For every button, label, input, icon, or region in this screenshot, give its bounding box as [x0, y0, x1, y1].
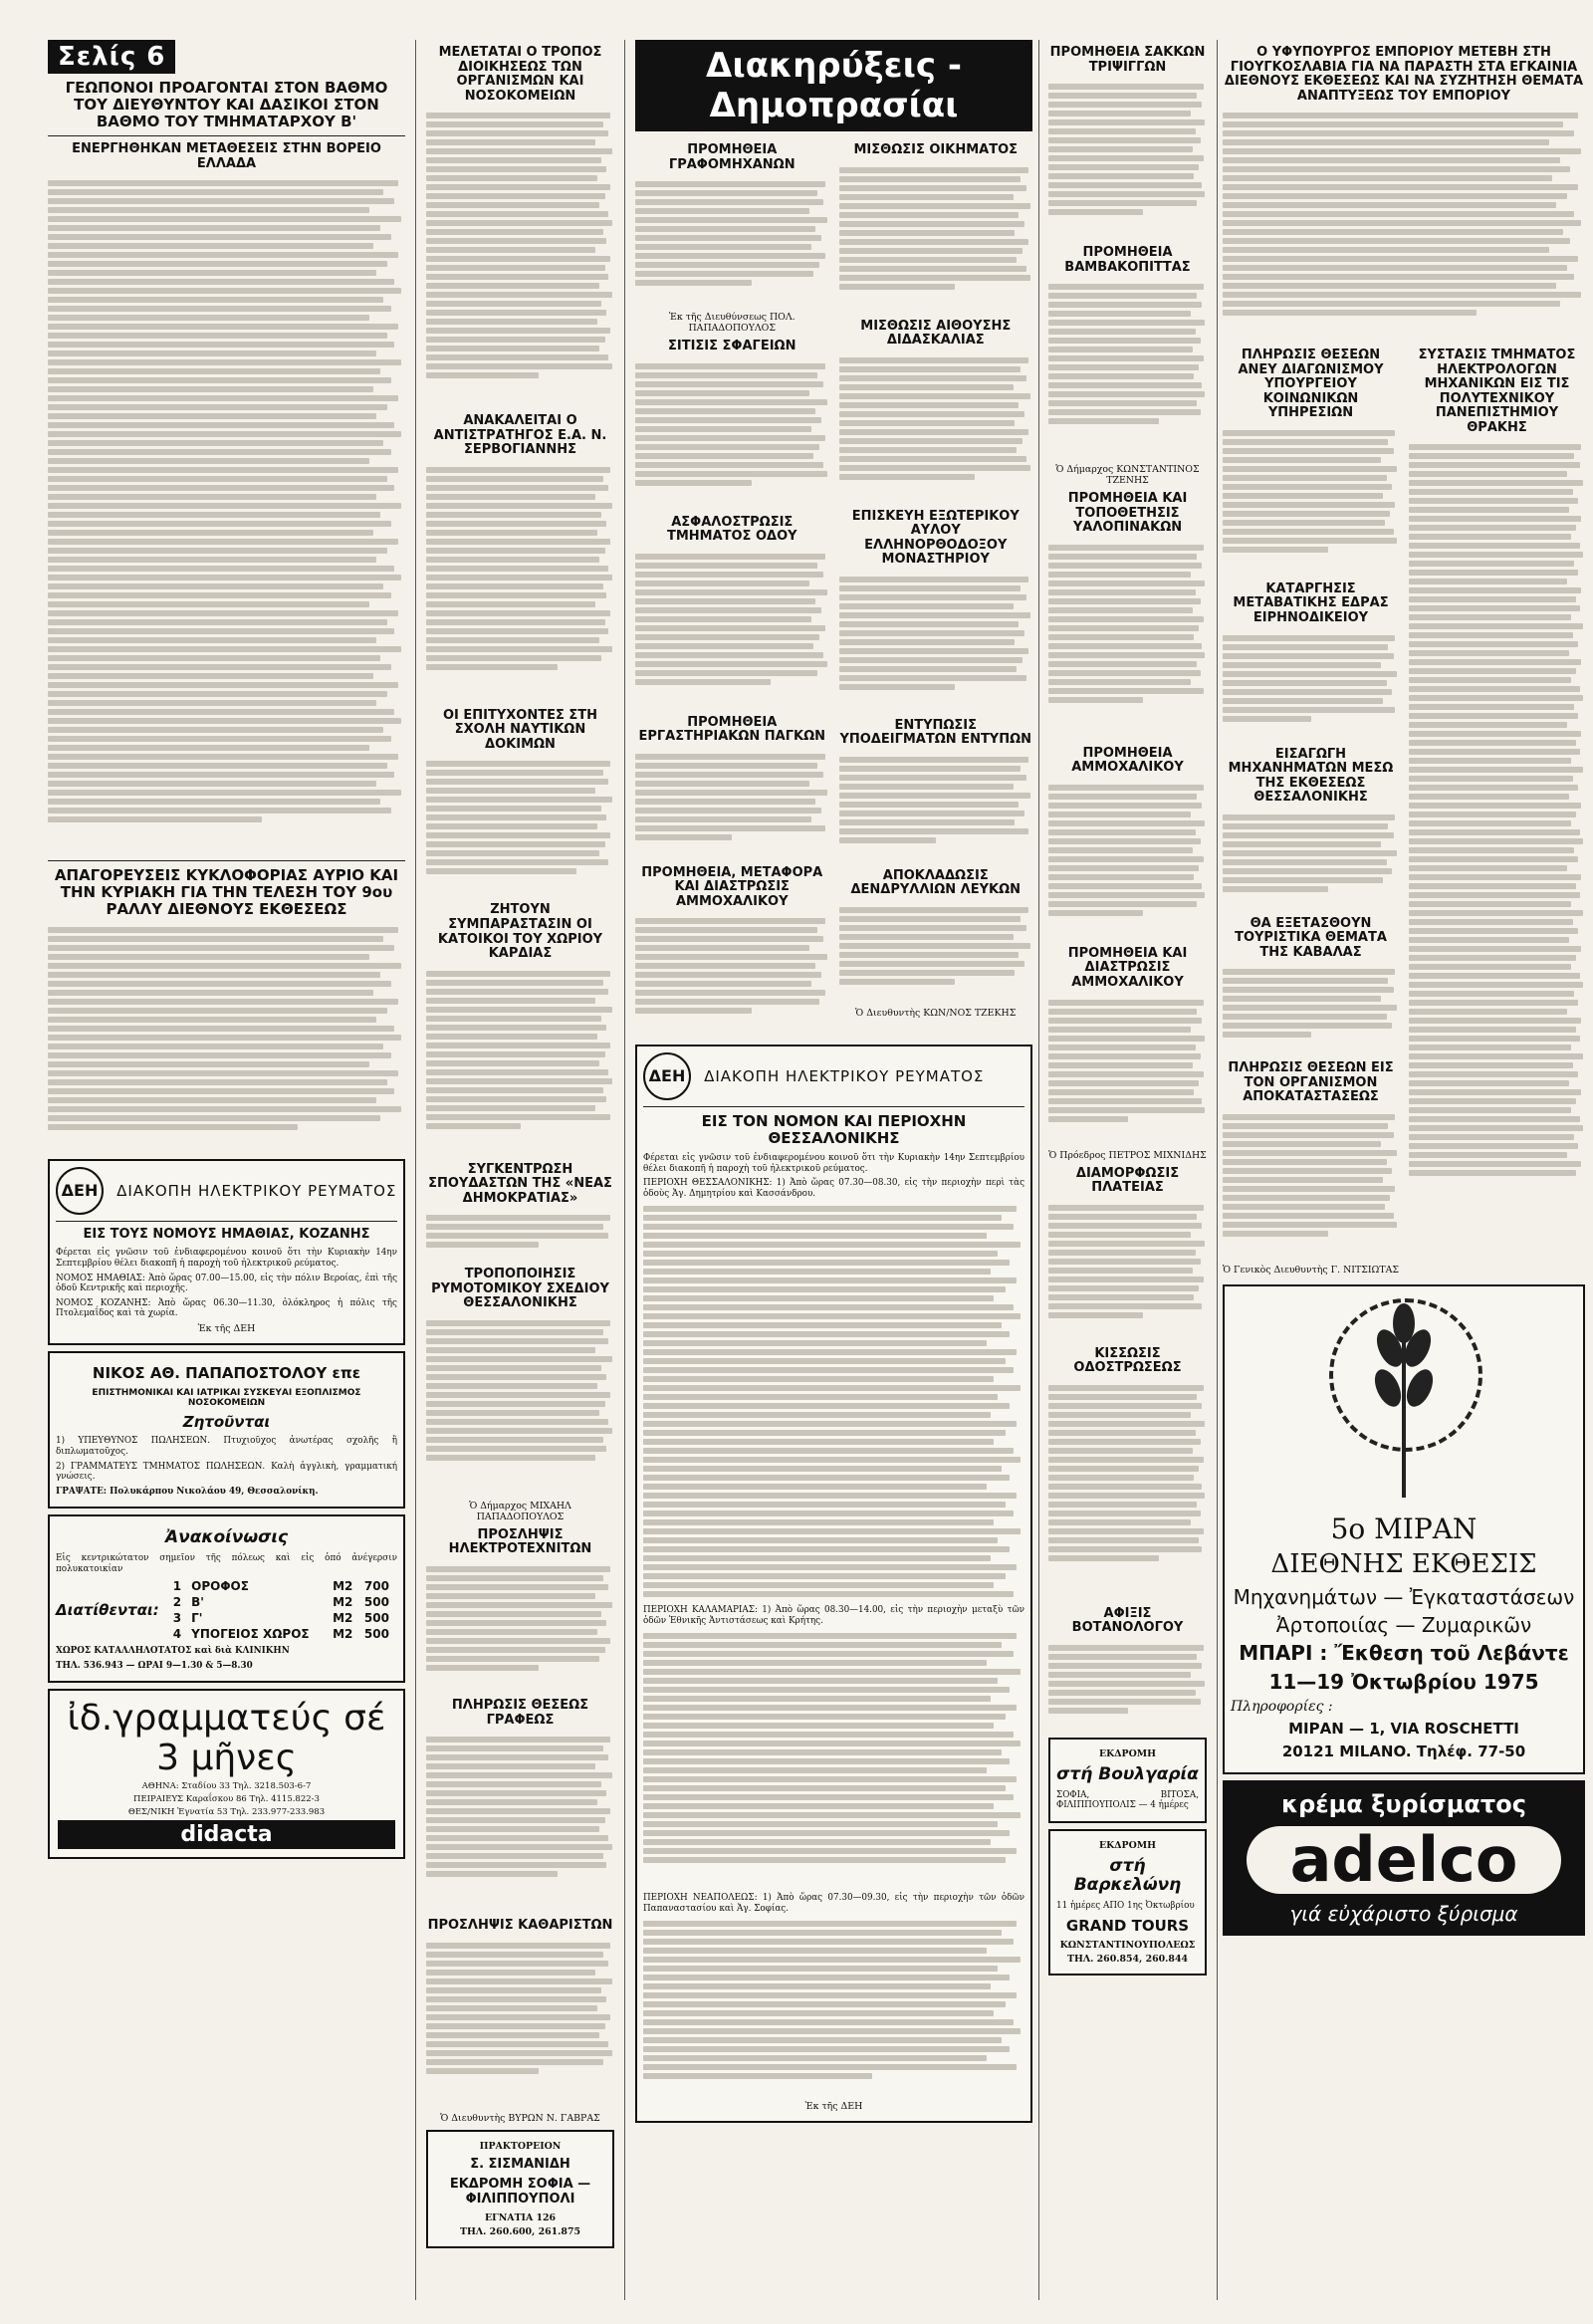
wheat-gear-logo: [1329, 1298, 1479, 1508]
tender-body-text: [635, 751, 829, 860]
article-body-text: [1409, 441, 1585, 1178]
tender-headline: ΕΝΤΥΠΩΣΙΣ ΥΠΟΔΕΙΓΜΑΤΩΝ ΕΝΤΥΠΩΝ: [839, 717, 1032, 748]
announcement-title: Ἀνακοίνωσις: [164, 1527, 289, 1548]
rally-body-text: [48, 924, 405, 1153]
tender-headline: ΜΙΣΘΩΣΙΣ ΟΙΚΗΜΑΤΟΣ: [853, 142, 1019, 157]
notice-text: Φέρεται εἰς γνῶσιν τοῦ ἐνδιαφερομένου κοινοῦ ὅτι τὴν Κυριακὴν 14ην Σεπτεμβρίου θέλει διακοπῆ ἡ παροχὴ τοῦ ἠλεκτρικοῦ ρεύματος.: [643, 1153, 1024, 1174]
tender-headline: ΠΡΟΜΗΘΕΙΑ ΑΜΜΟΧΑΛΙΚΟΥ: [1071, 745, 1184, 776]
article-headline: ΠΛΗΡΩΣΙΣ ΘΕΣΕΩΣ ΓΡΑΦΕΩΣ: [451, 1698, 589, 1728]
tender-body-text: [839, 354, 1033, 504]
tender-body-text: [635, 360, 829, 510]
expo-title: ΔΙΕΘΝΗΣ ΕΚΘΕΣΙΣ: [1270, 1549, 1537, 1580]
article-headline: Ο ΥΦΥΠΟΥΡΓΟΣ ΕΜΠΟΡΙΟΥ ΜΕΤΕΒΗ ΣΤΗ ΓΙΟΥΓΚΟΣΛΑΒΙΑ ΓΙΑ ΝΑ ΠΑΡΑΣΤΗ ΣΤΑ ΕΓΚΑΙΝΙΑ ΔΙΕΘΝΟΥΣ ΕΚΘΕΣΕΩΣ ΚΑΙ ΝΑ ΣΥΖΗΤΗΣΗ ΘΕΜΑΤΑ ΑΝΑΠΤΥΞΕΩΣ ΤΟΥ ΕΜΠΟΡΙΟΥ: [1224, 45, 1584, 104]
agency-route: ΕΚΔΡΟΜΗ ΣΟΦΙΑ — ΦΙΛΙΠΠΟΥΠΟΛΙ: [449, 2177, 591, 2207]
article-headline: ΣΥΣΤΑΣΙΣ ΤΜΗΜΑΤΟΣ ΗΛΕΚΤΡΟΛΟΓΩΝ ΜΗΧΑΝΙΚΩΝ ΕΙΣ ΤΙΣ ΠΟΛΥΤΕΧΝΙΚΟΥ ΠΑΝΕΠΙΣΤΗΜΙΟΥ ΘΡΑΚΗΣ: [1418, 348, 1576, 435]
notice-region: ΠΕΡΙΟΧΗ ΝΕΑΠΟΛΕΩΣ: 1) Ἀπὸ ὥρας 07.30—09.30, εἰς τὴν περιοχὴν τῶν ὁδῶν Παπαναστασίου καὶ Ἀγ. Σοφίας.: [643, 1893, 1024, 1914]
ad-address: ΑΘΗΝΑ: Σταδίου 33 Τηλ. 3218.503-6-7: [141, 1780, 312, 1791]
notice-region: ΝΟΜΟΣ ΗΜΑΘΙΑΣ: Ἀπὸ ὥρας 07.00—15.00, εἰς τὴν πόλιν Βεροίας, ἐπὶ τῆς ὁδοῦ Κεντρικῆς καὶ περιοχῆς.: [56, 1273, 397, 1294]
bulgaria-trip-ad: [1048, 1738, 1207, 1823]
expo-number: 5ο ΜΙΡΑΝ: [1330, 1512, 1478, 1546]
tender-headline: ΠΡΟΜΗΘΕΙΑ ΓΡΑΦΟΜΗΧΑΝΩΝ: [668, 142, 796, 172]
notice-signature: Ἐκ τῆς ΔΕΗ: [804, 2101, 863, 2113]
barcelona-trip-ad: [1048, 1829, 1207, 1975]
didacta-ad: [48, 1689, 405, 1858]
article-body-text: [1223, 427, 1399, 577]
tender-headline: ΕΠΙΣΚΕΥΗ ΕΞΩΤΕΡΙΚΟΥ ΑΥΛΟΥ ΕΛΛΗΝΟΡΘΟΔΟΞΟΥ ΜΟΝΑΣΤΗΡΙΟΥ: [851, 508, 1020, 568]
tender-signature: Ὁ Διευθυντὴς ΚΩΝ/ΝΟΣ ΤΖΕΚΗΣ: [855, 1008, 1017, 1020]
notice-signature: Ἐκ τῆς ΔΕΗ: [197, 1322, 256, 1334]
tender-headline: ΑΣΦΑΛΟΣΤΡΩΣΙΣ ΤΜΗΜΑΤΟΣ ΟΔΟΥ: [666, 514, 797, 545]
agency-name: Σ. ΣΙΣΜΑΝΙΔΗ: [470, 2156, 570, 2172]
article-headline: ΤΡΟΠΟΠΟΙΗΣΙΣ ΡΥΜΟΤΟΜΙΚΟΥ ΣΧΕΔΙΟΥ ΘΕΣΣΑΛΟΝΙΚΗΣ: [431, 1267, 609, 1311]
tender-body-text: [839, 164, 1033, 314]
agency-label: ΠΡΑΚΤΟΡΕΙΟΝ: [479, 2140, 562, 2152]
notice-body-text: [643, 1203, 1024, 1601]
tender-body-text: [839, 574, 1033, 713]
announcement-place: ΧΩΡΟΣ ΚΑΤΑΛΛΗΛΟΤΑΤΟΣ καὶ διὰ ΚΛΙΝΙΚΗΝ: [56, 1646, 290, 1657]
article-body-text: [1223, 812, 1399, 911]
tender-body-text: [839, 754, 1033, 863]
trip-label: ΕΚΔΡΟΜΗ: [1098, 1747, 1157, 1759]
tender-headline: ΑΦΙΞΙΣ ΒΟΤΑΝΟΛΟΓΟΥ: [1071, 1605, 1184, 1636]
tender-headline: ΑΠΟΚΛΑΔΩΣΙΣ ΔΕΝΔΡΥΛΛΙΩΝ ΛΕΥΚΩΝ: [850, 867, 1022, 898]
tender-headline: ΠΡΟΜΗΘΕΙΑ ΚΑΙ ΔΙΑΣΤΡΩΣΙΣ ΑΜΜΟΧΑΛΙΚΟΥ: [1067, 945, 1188, 991]
lead-subheadline: ΕΝΕΡΓΗΘΗΚΑΝ ΜΕΤΑΘΕΣΕΙΣ ΣΤΗΝ ΒΟΡΕΙΟ ΕΛΛΑΔΑ: [72, 141, 381, 171]
company-address: ΓΡΑΨΑΤΕ: Πολυκάρπου Νικολάου 49, Θεσσαλονίκη.: [56, 1486, 319, 1497]
column-2: [418, 40, 622, 2254]
notice-region: ΠΕΡΙΟΧΗ ΚΑΛΑΜΑΡΙΑΣ: 1) Ἀπὸ ὥρας 08.30—14.00, εἰς τὴν περιοχὴν μεταξὺ τῶν ὁδῶν Ἐθνικῆς Ἀντιστάσεως καὶ Κρήτης.: [643, 1605, 1024, 1626]
table-row: 3 Γ' Μ2 500: [172, 1611, 389, 1626]
article-body-text: [1223, 110, 1585, 339]
tender-body-text: [1048, 1382, 1207, 1601]
expo-location: ΜΠΑΡΙ : Ἔκθεση τοῦ Λεβάντε: [1239, 1641, 1569, 1666]
tender-body-text: [1048, 81, 1207, 240]
tender-body-text: [635, 178, 829, 308]
article-body-text: [426, 758, 614, 897]
trip-label: ΕΚΔΡΟΜΗ: [1098, 1839, 1157, 1851]
wanted-label: Ζητοῦνται: [182, 1412, 271, 1431]
product-tagline: γιά εὐχάριστο ξύρισμα: [1289, 1901, 1518, 1926]
article-headline: ΘΑ ΕΞΕΤΑΣΘΟΥΝ ΤΟΥΡΙΣΤΙΚΑ ΘΕΜΑΤΑ ΤΗΣ ΚΑΒΑΛΑΣ: [1235, 915, 1387, 960]
section-banner: Διακηρύξεις - Δημοπρασίαι: [635, 40, 1032, 131]
notice-text: Φέρεται εἰς γνῶσιν τοῦ ἐνδιαφερομένου κοινοῦ ὅτι τὴν Κυριακὴν 14ην Σεπτεμβρίου θέλει διακοπῆ ἡ παροχὴ τοῦ ἠλεκτρικοῦ ρεύματος.: [56, 1248, 397, 1269]
article-body-text: [426, 464, 614, 703]
article-body-text: [426, 110, 614, 408]
article-headline: ΠΡΟΣΛΗΨΙΣ ΚΑΘΑΡΙΣΤΩΝ: [427, 1918, 613, 1934]
tender-headline: ΠΡΟΜΗΘΕΙΑ ΚΑΙ ΤΟΠΟΘΕΤΗΣΙΣ ΥΑΛΟΠΙΝΑΚΩΝ: [1067, 491, 1188, 536]
adelco-logo: adelco: [1247, 1826, 1561, 1894]
column-3: [627, 40, 1040, 2129]
available-label: Διατίθενται:: [56, 1600, 159, 1619]
wanted-item: 1) ΥΠΕΥΘΥΝΟΣ ΠΩΛΗΣΕΩΝ. Πτυχιοῦχος ἀνωτέρας σχολῆς ἢ διπλωματοῦχος.: [56, 1436, 397, 1457]
article-headline: ΑΝΑΚΑΛΕΙΤΑΙ Ο ΑΝΤΙΣΤΡΑΤΗΓΟΣ Ε.Α. Ν. ΣΕΡΒΟΓΙΑΝΝΗΣ: [433, 413, 607, 458]
trip-details: ΣΟΦΙΑ, ΒΙΤΟΣΑ, ΦΙΛΙΠΠΟΥΠΟΛΙΣ — 4 ἡμέρες: [1056, 1789, 1199, 1811]
article-signature: Ὁ Δήμαρχος ΜΙΧΑΗΛ ΠΑΠΑΔΟΠΟΥΛΟΣ: [469, 1500, 571, 1522]
article-body-text: [48, 177, 405, 854]
article-headline: ΟΙ ΕΠΙΤΥΧΟΝΤΕΣ ΣΤΗ ΣΧΟΛΗ ΝΑΥΤΙΚΩΝ ΔΟΚΙΜΩΝ: [442, 707, 598, 752]
tender-body-text: [1048, 1202, 1207, 1341]
tender-signature: Ὁ Δήμαρχος ΚΩΝΣΤΑΝΤΙΝΟΣ ΤΖΕΝΗΣ: [1055, 464, 1200, 487]
agency-phone: ΤΗΛ. 260.600, 261.875: [460, 2226, 580, 2238]
notice-region: ΝΟΜΟΣ ΚΟΖΑΝΗΣ: Ἀπὸ ὥρας 06.30—11.30, ὁλόκληρος ἡ πόλις τῆς Πτολεμαΐδος καὶ τὰ χωρία.: [56, 1297, 397, 1319]
ad-brand: didacta: [58, 1820, 395, 1849]
tender-body-text: [1048, 542, 1207, 741]
article-body-text: [426, 1563, 614, 1693]
expo-category: Μηχανημάτων — Ἐγκαταστάσεων: [1233, 1584, 1575, 1609]
article-body-text: [1223, 632, 1399, 742]
tender-headline: ΠΡΟΜΗΘΕΙΑ ΣΑΚΚΩΝ ΤΡΙΨΙΓΓΩΝ: [1049, 45, 1206, 75]
agency-street: ΕΓΝΑΤΙΑ 126: [484, 2212, 557, 2224]
column-rule: [415, 40, 416, 2300]
tender-headline: ΠΡΟΜΗΘΕΙΑ ΕΡΓΑΣΤΗΡΙΑΚΩΝ ΠΑΓΚΩΝ: [638, 714, 826, 745]
column-1: [40, 40, 413, 1865]
article-headline: ΠΡΟΣΛΗΨΙΣ ΗΛΕΚΤΡΟΤΕΧΝΙΤΩΝ: [448, 1526, 592, 1557]
tender-body-text: [635, 551, 829, 710]
dei-logo: ΔΕΗ: [643, 1052, 691, 1100]
announcement-ad: [48, 1514, 405, 1683]
article-headline: ΜΕΛΕΤΑΤΑΙ Ο ΤΡΟΠΟΣ ΔΙΟΙΚΗΣΕΩΣ ΤΩΝ ΟΡΓΑΝΙΣΜΩΝ ΚΑΙ ΝΟΣΟΚΟΜΕΙΩΝ: [438, 45, 602, 104]
rally-headline: ΑΠΑΓΟΡΕΥΣΕΙΣ ΚΥΚΛΟΦΟΡΙΑΣ ΑΥΡΙΟ ΚΑΙ ΤΗΝ ΚΥΡΙΑΚΗ ΓΙΑ ΤΗΝ ΤΕΛΕΣΗ ΤΟΥ 9ου ΡΑΛΛΥ ΔΙΕΘΝΟΥΣ ΕΚΘΕΣΕΩΣ: [54, 866, 399, 919]
table-row: 4 ΥΠΟΓΕΙΟΣ ΧΩΡΟΣ Μ2 500: [172, 1627, 389, 1642]
ad-address: ΘΕΣ/ΝΙΚΗ Ἐγνατία 53 Τηλ. 233.977-233.983: [127, 1806, 326, 1817]
agency-name: GRAND TOURS: [1065, 1916, 1190, 1935]
sismanidis-ad: [426, 2130, 614, 2249]
tender-body-text: [1048, 1642, 1207, 1732]
tender-headline: ΣΙΤΙΣΙΣ ΣΦΑΓΕΙΩΝ: [668, 339, 796, 354]
notice-subtitle: ΕΙΣ ΤΟΝ ΝΟΜΟΝ ΚΑΙ ΠΕΡΙΟΧΗΝ ΘΕΣΣΑΛΟΝΙΚΗΣ: [701, 1112, 967, 1148]
tender-body-text: [1048, 281, 1207, 460]
announcement-phone: ΤΗΛ. 536.943 — ΩΡΑΙ 9—1.30 & 5—8.30: [56, 1660, 253, 1671]
article-headline: ΖΗΤΟΥΝ ΣΥΜΠΑΡΑΣΤΑΣΙΝ ΟΙ ΚΑΤΟΙΚΟΙ ΤΟΥ ΧΩΡΙΟΥ ΚΑΡΔΙΑΣ: [437, 902, 603, 962]
dei-logo: ΔΕΗ: [56, 1167, 104, 1215]
product-type: κρέμα ξυρίσματος: [1281, 1789, 1526, 1818]
tender-signature: Ἐκ τῆς Διευθύνσεως ΠΟΛ. ΠΑΠΑΔΟΠΟΥΛΟΣ: [668, 312, 796, 335]
notice-body-text: [643, 1630, 1024, 1889]
article-headline: ΕΙΣΑΓΩΓΗ ΜΗΧΑΝΗΜΑΤΩΝ ΜΕΣΩ ΤΗΣ ΕΚΘΕΣΕΩΣ ΘΕΣΣΑΛΟΝΙΚΗΣ: [1228, 746, 1394, 806]
power-outage-notice: [635, 1045, 1032, 2123]
papapostolou-ad: [48, 1351, 405, 1509]
tender-headline: ΠΡΟΜΗΘΕΙΑ ΒΑΜΒΑΚΟΠΙΤΤΑΣ: [1064, 245, 1191, 275]
page-masthead: Σελίς 6: [48, 40, 175, 74]
article-body-text: [426, 1212, 614, 1262]
table-row: 2 Β' Μ2 500: [172, 1595, 389, 1610]
article-headline: ΠΛΗΡΩΣΙΣ ΘΕΣΕΩΝ ΕΙΣ ΤΟΝ ΟΡΓΑΝΙΣΜΟΝ ΑΠΟΚΑΤΑΣΤΑΣΕΩΣ: [1228, 1060, 1394, 1105]
tender-headline: ΜΙΣΘΩΣΙΣ ΑΙΘΟΥΣΗΣ ΔΙΔΑΣΚΑΛΙΑΣ: [860, 318, 1012, 349]
notice-title: ΔΙΑΚΟΠΗ ΗΛΕΚΤΡΙΚΟΥ ΡΕΥΜΑΤΟΣ: [704, 1067, 985, 1086]
article-headline: ΣΥΓΚΕΝΤΡΩΣΗ ΣΠΟΥΔΑΣΤΩΝ ΤΗΣ «ΝΕΑΣ ΔΗΜΟΚΡΑΤΙΑΣ»: [428, 1161, 612, 1206]
article-body-text: [426, 1317, 614, 1497]
trip-destination: στή Βαρκελώνη: [1073, 1855, 1182, 1895]
article-body-text: [426, 1734, 614, 1913]
article-body-text: [1223, 1111, 1399, 1261]
trip-details: 11 ἡμέρες ΑΠΟ 1ης Ὀκτωβρίου: [1056, 1901, 1195, 1912]
tender-signature: Ὁ Πρόεδρος ΠΕΤΡΟΣ ΜΙΧΝΙΔΗΣ: [1048, 1149, 1207, 1161]
agency-address: ΚΩΝΣΤΑΝΤΙΝΟΥΠΟΛΕΩΣ: [1059, 1940, 1196, 1952]
column-5: [1215, 40, 1593, 1936]
tender-body-text: [1048, 782, 1207, 941]
column-4: [1040, 40, 1215, 1981]
trip-destination: στή Βουλγαρία: [1056, 1763, 1199, 1784]
tender-body-text: [1048, 997, 1207, 1146]
notice-subtitle: ΕΙΣ ΤΟΥΣ ΝΟΜΟΥΣ ΗΜΑΘΙΑΣ, ΚΟΖΑΝΗΣ: [83, 1226, 370, 1242]
article-headline: ΠΛΗΡΩΣΙΣ ΘΕΣΕΩΝ ΑΝΕΥ ΔΙΑΓΩΝΙΣΜΟΥ ΥΠΟΥΡΓΕΙΟΥ ΚΟΙΝΩΝΙΚΩΝ ΥΠΗΡΕΣΙΩΝ: [1238, 348, 1384, 421]
expo-info-label: Πληροφορίες :: [1231, 1699, 1333, 1716]
agency-phone: ΤΗΛ. 260.854, 260.844: [1067, 1954, 1188, 1966]
tender-headline: ΔΙΑΜΟΡΦΩΣΙΣ ΠΛΑΤΕΙΑΣ: [1075, 1165, 1180, 1196]
article-signature: Ὁ Διευθυντὴς ΒΥΡΩΝ Ν. ΓΑΒΡΑΣ: [440, 2112, 600, 2124]
notice-body-text: [643, 1918, 1024, 2097]
column-rule: [624, 40, 625, 2300]
article-body-text: [426, 1940, 614, 2109]
tender-body-text: [839, 904, 1033, 1004]
expo-category: Ἀρτοποιίας — Ζυμαρικῶν: [1275, 1612, 1532, 1637]
table-row: 1 ΟΡΟΦΟΣ Μ2 700: [172, 1579, 389, 1594]
expo-dates: 11—19 Ὀκτωβρίου 1975: [1268, 1669, 1539, 1694]
adelco-ad: [1223, 1780, 1585, 1936]
floor-table: [169, 1578, 397, 1642]
ad-address: ΠΕΙΡΑΙΕΥΣ Καραΐσκου 86 Τηλ. 4115.822-3: [133, 1793, 320, 1804]
wanted-item: 2) ΓΡΑΜΜΑΤΕΥΣ ΤΜΗΜΑΤΟΣ ΠΩΛΗΣΕΩΝ. Καλὴ ἀγγλικὴ, γραμματική γνώσεις.: [56, 1461, 397, 1483]
tender-body-text: [635, 915, 829, 1035]
lead-headline: ΓΕΩΠΟΝΟΙ ΠΡΟΑΓΟΝΤΑΙ ΣΤΟΝ ΒΑΘΜΟ ΤΟΥ ΔΙΕΥΘΥΝΤΟΥ ΚΑΙ ΔΑΣΙΚΟΙ ΣΤΟΝ ΒΑΘΜΟ ΤΟΥ ΤΜΗΜΑΤΑΡΧΟΥ Β': [65, 79, 388, 130]
tender-headline: ΠΡΟΜΗΘΕΙΑ, ΜΕΤΑΦΟΡΑ ΚΑΙ ΔΙΑΣΤΡΩΣΙΣ ΑΜΜΟΧΑΛΙΚΟΥ: [641, 864, 823, 909]
expo-address: ΜΙΡΑΝ — 1, VIA ROSCHETTI: [1288, 1720, 1519, 1739]
ad-headline: ἰδ.γραμματεύς σέ 3 μῆνες: [67, 1698, 386, 1778]
expo-address: 20121 MILANO. Τηλέφ. 77-50: [1281, 1742, 1526, 1760]
article-body-text: [426, 968, 614, 1157]
company-name: ΝΙΚΟΣ ΑΘ. ΠΑΠΑΠΟΣΤΟΛΟΥ επε: [92, 1363, 361, 1382]
notice-title: ΔΙΑΚΟΠΗ ΗΛΕΚΤΡΙΚΟΥ ΡΕΥΜΑΤΟΣ: [116, 1181, 397, 1200]
article-headline: ΚΑΤΑΡΓΗΣΙΣ ΜΕΤΑΒΑΤΙΚΗΣ ΕΔΡΑΣ ΕΙΡΗΝΟΔΙΚΕΙΟΥ: [1233, 581, 1389, 626]
company-tagline: ΕΠΙΣΤΗΜΟΝΙΚΑΙ ΚΑΙ ΙΑΤΡΙΚΑΙ ΣΥΣΚΕΥΑΙ ΕΞΟΠΛΙΣΜΟΣ ΝΟΣΟΚΟΜΕΙΩΝ: [92, 1387, 361, 1408]
announcement-text: Εἰς κεντρικώτατον σημεῖον τῆς πόλεως καὶ εἰς ὁπό ἀνέγερσιν πολυκατοικίαν: [56, 1553, 397, 1574]
article-body-text: [1223, 966, 1399, 1055]
power-outage-notice: [48, 1159, 405, 1345]
article-signature: Ὁ Γενικὸς Διευθυντὴς Γ. ΝΙΤΣΙΩΤΑΣ: [1223, 1265, 1399, 1277]
notice-region: ΠΕΡΙΟΧΗ ΘΕΣΣΑΛΟΝΙΚΗΣ: 1) Ἀπὸ ὥρας 07.30—08.30, εἰς τὴν περιοχὴν περὶ τὰς ὁδοὺς Ἀγ. Δημητρίου καὶ Κασσάνδρου.: [643, 1178, 1024, 1199]
tender-headline: ΚΙΣΣΩΣΙΣ ΟΔΟΣΤΡΩΣΕΩΣ: [1073, 1345, 1182, 1376]
miran-expo-ad: [1223, 1284, 1585, 1774]
